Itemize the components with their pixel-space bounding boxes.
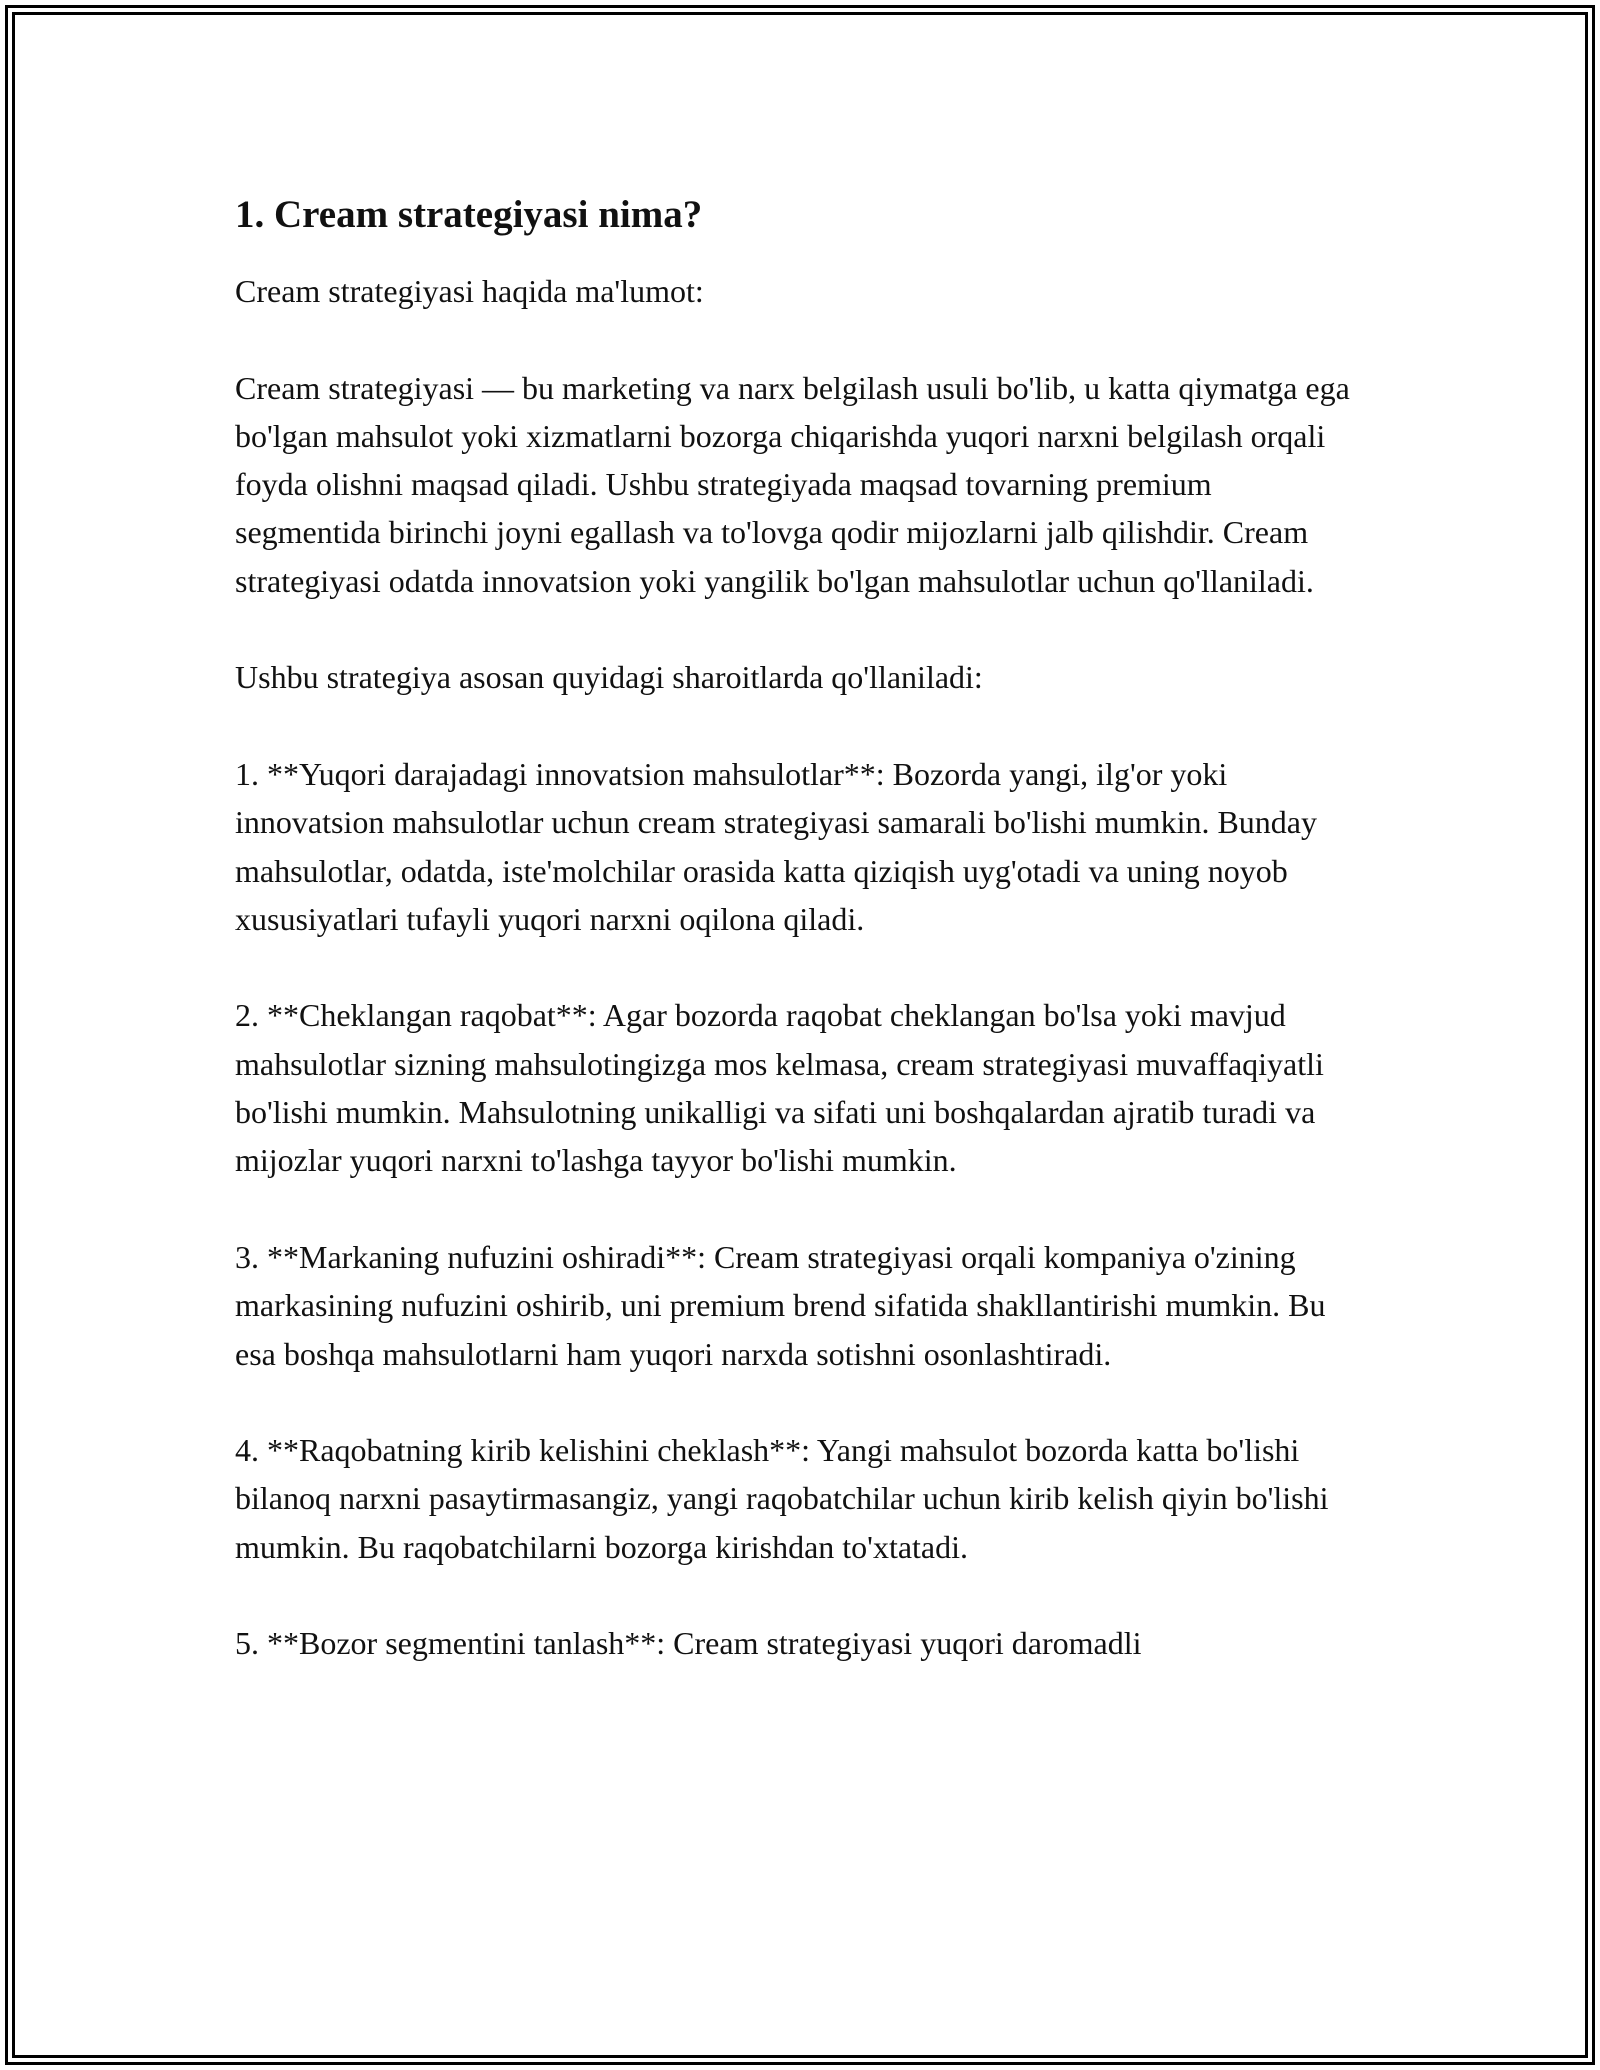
document-body [235, 185, 1365, 1716]
document-heading: 1. Cream strategiyasi nima? [235, 193, 703, 236]
list-item: 4. **Raqobatning kirib kelishini cheklash**: Yangi mahsulot bozorda katta bo'lishi bilanoq narxni pasaytirmasangiz, yangi raqobatchilar uchun kirib kelish qiyin bo'lishi mumkin. Bu raqobatchilarni bozorga kirishdan to'xtatadi. [235, 1432, 1329, 1565]
list-item: 1. **Yuqori darajadagi innovatsion mahsulotlar**: Bozorda yangi, ilg'or yoki innovatsion mahsulotlar uchun cream strategiyasi samarali bo'lishi mumkin. Bunday mahsulotlar, odatda, iste'molchilar orasida katta qiziqish uyg'otadi va uning noyob xususiyatlari tufayli yuqori narxni oqilona qiladi. [235, 755, 1317, 937]
definition-paragraph: Cream strategiyasi — bu marketing va narx belgilash usuli bo'lib, u katta qiymatga ega bo'lgan mahsulot yoki xizmatlarni bozorga chiqarishda yuqori narxni belgilash orqali foyda olishni maqsad qiladi. Ushbu strategiyada maqsad tovarning premium segmentida birinchi joyni egallash va to'lovga qodir mijozlarni jalb qilishdir. Cream strategiyasi odatda innovatsion yoki yangilik bo'lgan mahsulotlar uchun qo'llaniladi. [235, 369, 1350, 599]
list-item: 3. **Markaning nufuzini oshiradi**: Cream strategiyasi orqali kompaniya o'zining markasining nufuzini oshirib, uni premium brend sifatida shakllantirishi mumkin. Bu esa boshqa mahsulotlarni ham yuqori narxda sotishni osonlashtiradi. [235, 1238, 1326, 1372]
conditions-intro-paragraph: Ushbu strategiya asosan quyidagi sharoitlarda qo'llaniladi: [235, 659, 983, 696]
list-item: 2. **Cheklangan raqobat**: Agar bozorda raqobat cheklangan bo'lsa yoki mavjud mahsulotlar sizning mahsulotingizga mos kelmasa, cream strategiyasi muvaffaqiyatli bo'lishi mumkin. Mahsulotning unikalligi va sifati uni boshqalardan ajratib turadi va mijozlar yuqori narxni to'lashga tayyor bo'lishi mumkin. [235, 997, 1324, 1179]
list-item: 5. **Bozor segmentini tanlash**: Cream strategiyasi yuqori daromadli [235, 1625, 1142, 1662]
intro-paragraph: Cream strategiyasi haqida ma'lumot: [235, 273, 704, 309]
